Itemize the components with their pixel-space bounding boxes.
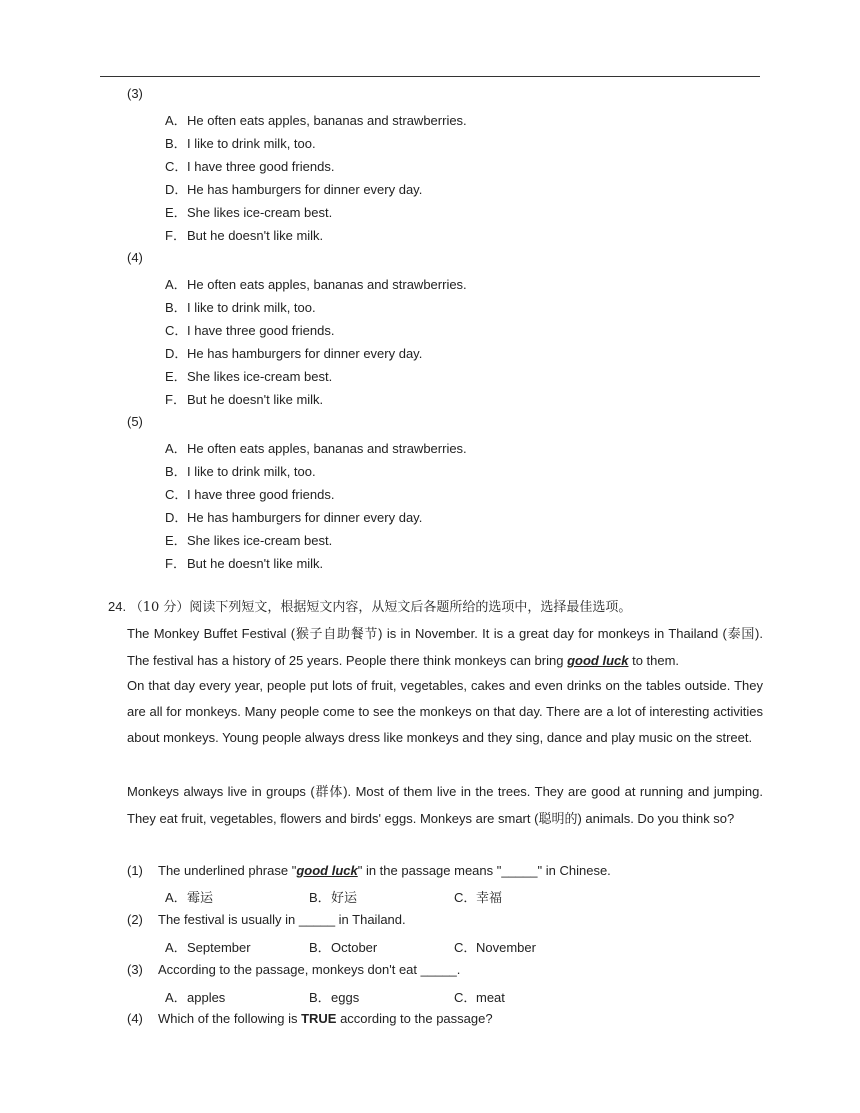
group-number: (3) <box>127 86 143 101</box>
group-number: (4) <box>127 250 143 265</box>
option-e: E．She likes ice-cream best. <box>165 533 333 548</box>
option-f: F．But he doesn't like milk. <box>165 228 324 243</box>
choice-a[interactable]: A．霉运 <box>165 890 214 906</box>
passage-paragraph-3: Monkeys always live in groups (群体). Most of them live in the trees. They are good at running and jumping. They eat fruit, vegetables, flowers and birds' eggs. Monkeys are smart (聪明的) animals. Do you think so? <box>127 784 763 827</box>
choice-a[interactable]: A．September <box>165 940 251 955</box>
choice-c[interactable]: C．幸福 <box>454 890 503 906</box>
sub-question-1: (1) The underlined phrase "good luck" in the passage means "_____" in Chinese. <box>127 863 611 878</box>
option-c: C．I have three good friends. <box>165 159 335 174</box>
option-f: F．But he doesn't like milk. <box>165 392 324 407</box>
option-a: A．He often eats apples, bananas and strawberries. <box>165 441 467 456</box>
option-b: B．I like to drink milk, too. <box>165 136 316 151</box>
option-b: B．I like to drink milk, too. <box>165 464 316 479</box>
choice-b[interactable]: B．eggs <box>309 990 360 1005</box>
option-b: B．I like to drink milk, too. <box>165 300 316 315</box>
header-rule <box>100 76 760 77</box>
option-d: D．He has hamburgers for dinner every day. <box>165 182 423 197</box>
passage-paragraph-1: The Monkey Buffet Festival (猴子自助餐节) is in November. It is a great day for monkeys in Thailand (泰国). The festival has a history of 25 years. People there think monkeys can bring good luck to them. <box>127 626 763 668</box>
underlined-phrase: good luck <box>567 653 629 668</box>
option-a: A．He often eats apples, bananas and strawberries. <box>165 113 467 128</box>
sub-question-2: (2) The festival is usually in _____ in Thailand. <box>127 912 406 927</box>
sub-question-4: (4) Which of the following is TRUE according to the passage? <box>127 1011 493 1026</box>
option-f: F．But he doesn't like milk. <box>165 556 324 571</box>
choice-c[interactable]: C．November <box>454 940 536 955</box>
choice-b[interactable]: B．好运 <box>309 890 358 906</box>
question-24-header <box>108 596 631 615</box>
choice-c[interactable]: C．meat <box>454 990 505 1005</box>
group-number: (5) <box>127 414 143 429</box>
option-c: C．I have three good friends. <box>165 323 335 338</box>
option-c: C．I have three good friends. <box>165 487 335 502</box>
option-d: D．He has hamburgers for dinner every day. <box>165 510 423 525</box>
option-d: D．He has hamburgers for dinner every day. <box>165 346 423 361</box>
choice-b[interactable]: B．October <box>309 940 378 955</box>
option-e: E．She likes ice-cream best. <box>165 205 333 220</box>
choice-a[interactable]: A．apples <box>165 990 226 1005</box>
question-instruction: （10 分）阅读下列短文，根据短文内容，从短文后各题所给的选项中，选择最佳选项。 <box>129 600 632 615</box>
question-number: 24. <box>108 599 127 614</box>
passage-paragraph-2: On that day every year, people put lots of fruit, vegetables, cakes and even drinks on the tables outside. They are all for monkeys. Many people come to see the monkeys on that day. There are a lot of interesting activities about monkeys. Young people always dress like monkeys and they sing, dance and play music on the street. <box>127 678 763 745</box>
sub-question-3: (3) According to the passage, monkeys don't eat _____. <box>127 962 461 977</box>
option-a: A．He often eats apples, bananas and strawberries. <box>165 277 467 292</box>
option-e: E．She likes ice-cream best. <box>165 369 333 384</box>
